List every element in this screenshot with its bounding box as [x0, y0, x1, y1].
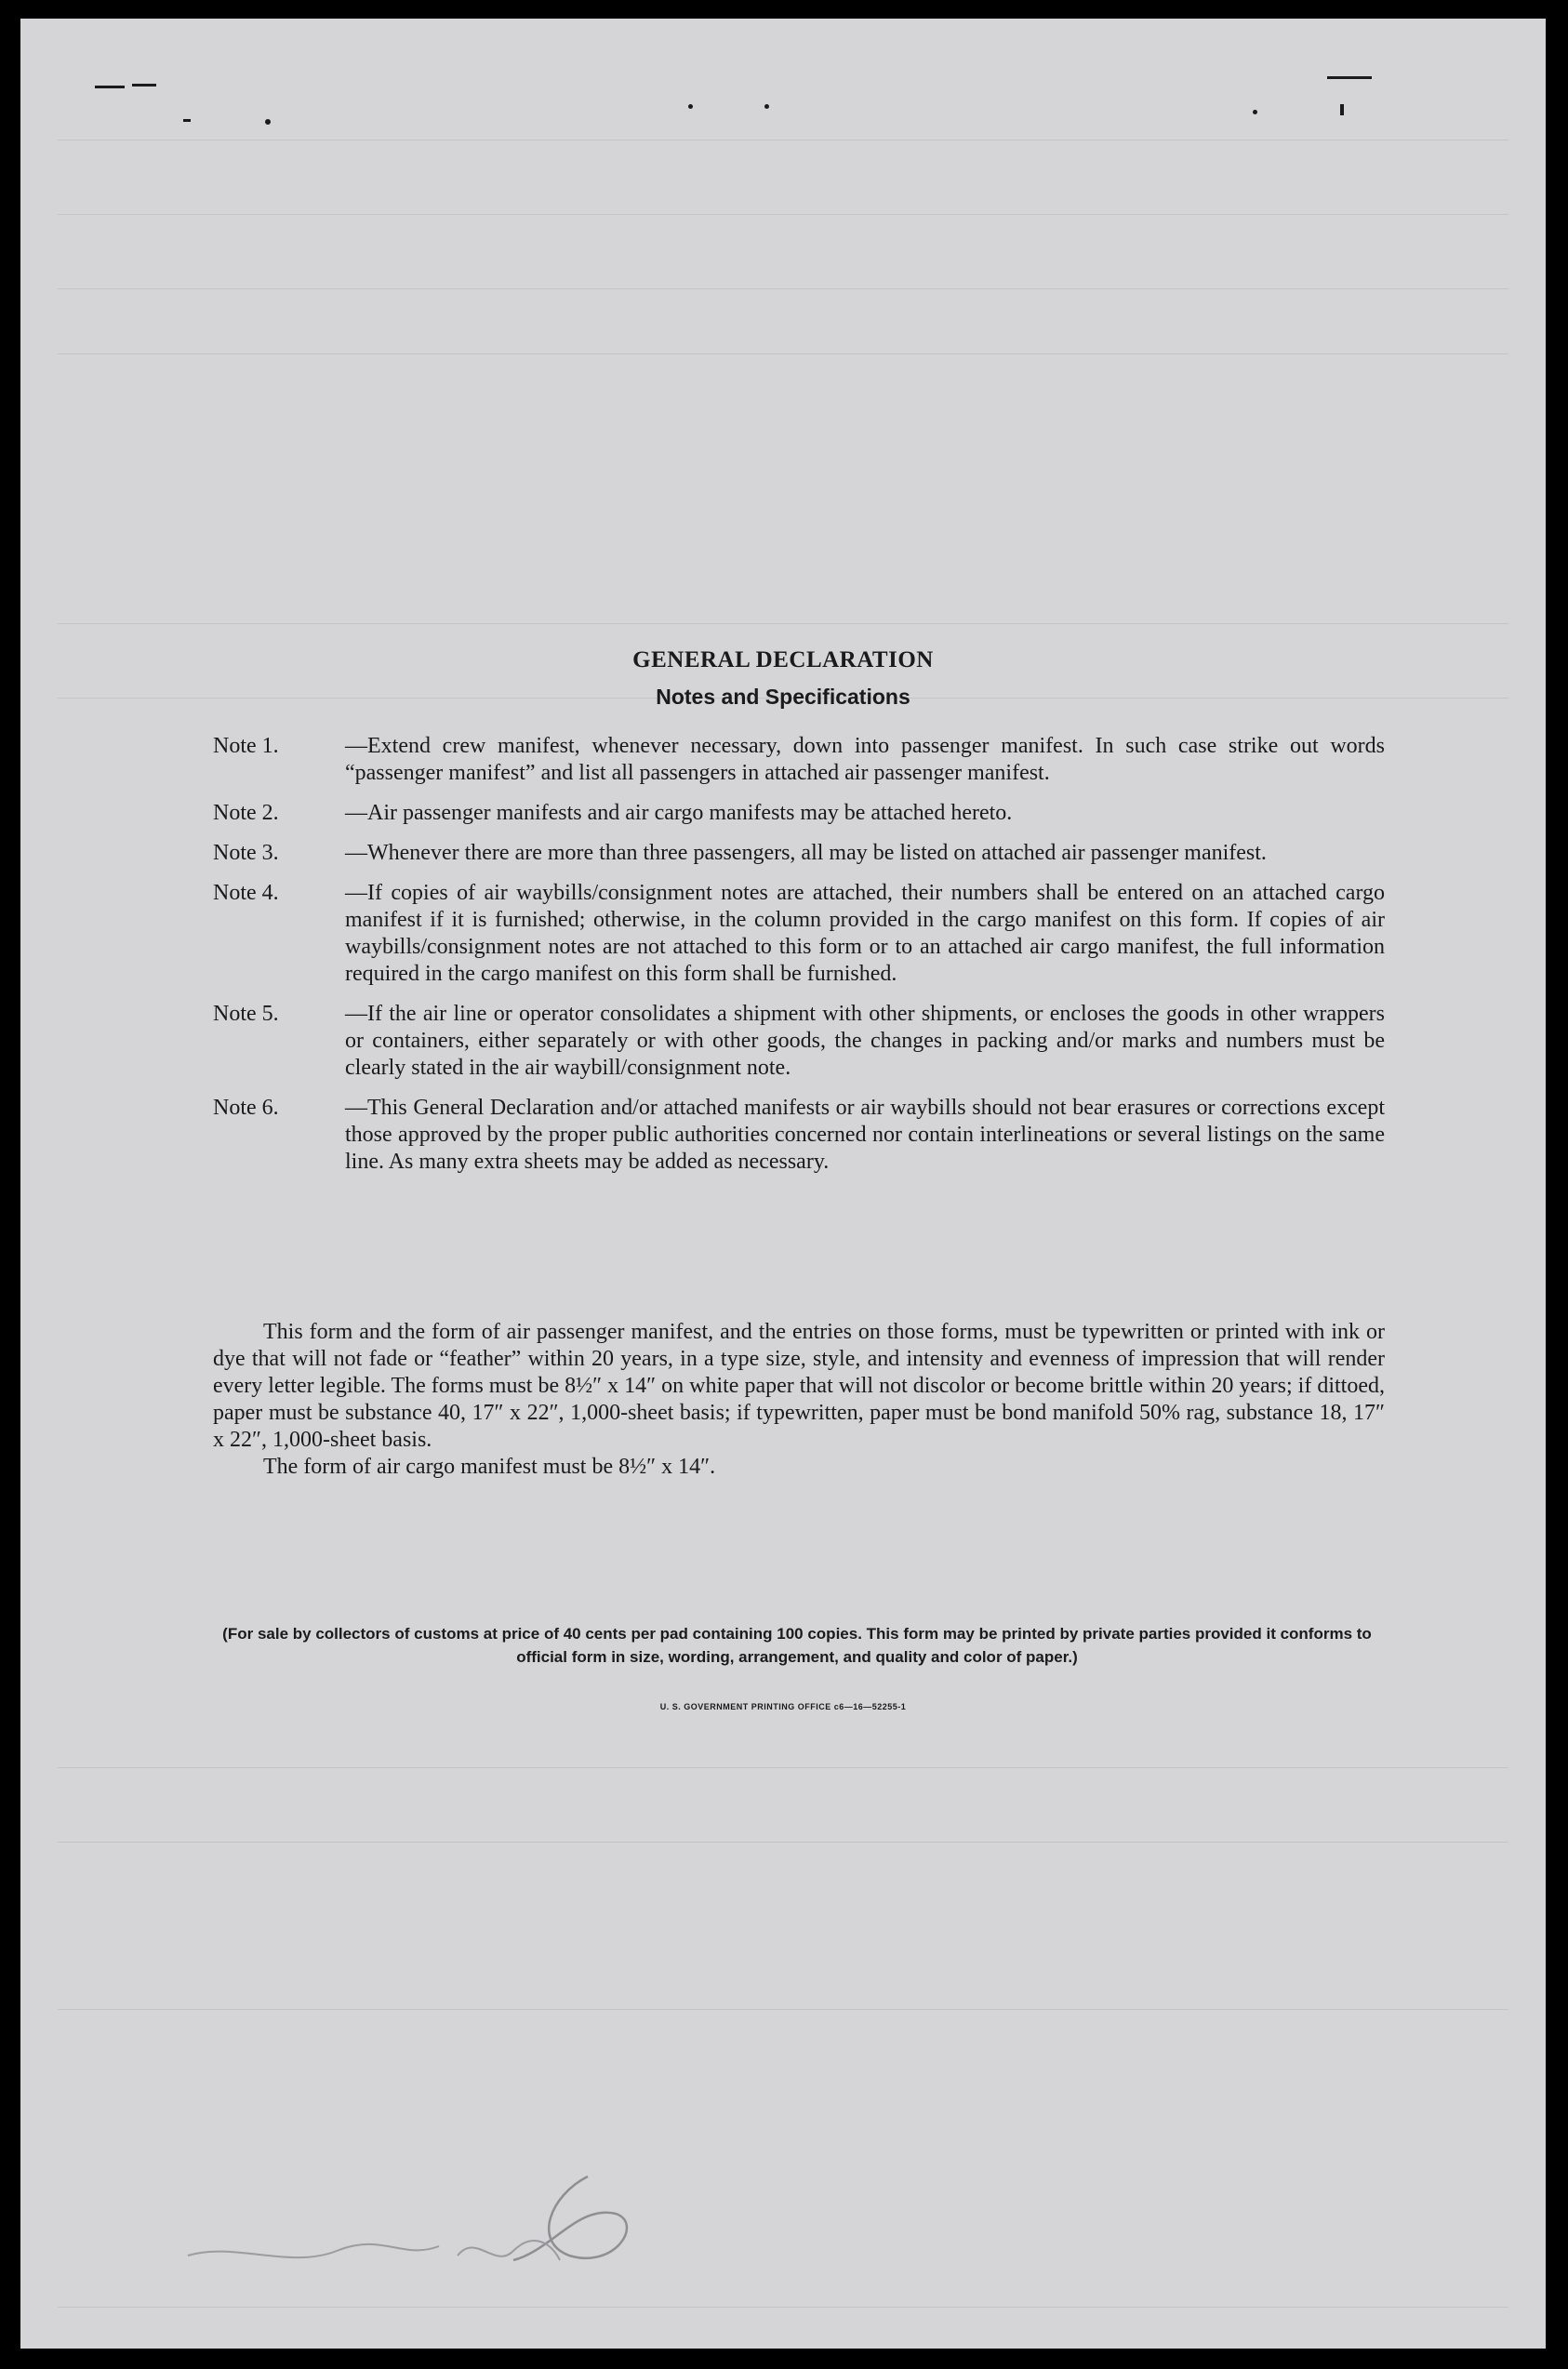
note-label: Note 2. — [213, 801, 279, 825]
note-text: —This General Declaration and/or attached manifests or air waybills should not bear erasures or corrections except those approved by the proper public authorities concerned nor contain interlineations or several listings on the same line. As many extra sheets may be added as necessary. — [345, 1096, 1385, 1174]
note-label: Note 1. — [213, 734, 279, 758]
bleed-through-line — [58, 623, 1508, 624]
note-item — [213, 800, 1385, 827]
note-text: —Extend crew manifest, whenever necessary, down into passenger manifest. In such case strike out words “passenger manifest” and list all passengers in attached air passenger manifest. — [345, 734, 1385, 785]
specification-paragraph — [213, 1319, 1385, 1481]
scan-mark — [764, 104, 769, 109]
scan-mark — [95, 86, 125, 88]
note-text: —Whenever there are more than three passengers, all may be listed on attached air passenger manifest. — [345, 841, 1267, 865]
signature-bleed-through — [179, 2167, 662, 2288]
note-item — [213, 1001, 1385, 1082]
bleed-through-line — [58, 353, 1508, 354]
note-item — [213, 880, 1385, 988]
bleed-through-line — [58, 214, 1508, 215]
bleed-through-line — [58, 2307, 1508, 2308]
printer-imprint: U. S. GOVERNMENT PRINTING OFFICE c6—16—52255-1 — [659, 1702, 907, 1711]
scan-mark — [1327, 76, 1372, 79]
note-item — [213, 1095, 1385, 1176]
sale-notice: (For sale by collectors of customs at price of 40 cents per pad containing 100 copies. This form may be printed by private parties provided it conforms to official form in size, wording, arrangement, and quality and color of paper.) — [222, 1625, 1372, 1666]
scan-mark — [1340, 104, 1344, 115]
scan-mark — [1253, 110, 1257, 114]
note-text: —Air passenger manifests and air cargo manifests may be attached hereto. — [345, 801, 1013, 825]
note-text: —If copies of air waybills/consignment notes are attached, their numbers shall be entered on an attached cargo manifest if it is furnished; otherwise, in the column provided in the cargo manifest on this form. If copies of air waybills/consignment notes are not attached to this form or to an attached air cargo manifest, the full information required in the cargo manifest on this form shall be furnished. — [345, 881, 1385, 986]
note-item — [213, 840, 1385, 867]
scan-mark — [688, 104, 693, 109]
document-title: GENERAL DECLARATION — [632, 647, 934, 672]
scan-mark — [132, 84, 156, 87]
bleed-through-line — [58, 288, 1508, 289]
bleed-through-line — [58, 2009, 1508, 2010]
note-item — [213, 733, 1385, 787]
document-page — [20, 19, 1546, 2349]
bleed-through-line — [58, 1842, 1508, 1843]
note-label: Note 4. — [213, 881, 279, 905]
note-label: Note 3. — [213, 841, 279, 865]
note-text: —If the air line or operator consolidates a shipment with other shipments, or encloses the goods in other wrappers or containers, either separately or with other goods, the changes in packing and/or marks and numbers must be clearly stated in the air waybill/consignment note. — [345, 1002, 1385, 1080]
note-label: Note 6. — [213, 1096, 279, 1120]
note-label: Note 5. — [213, 1002, 279, 1026]
notes-list — [213, 733, 1385, 1189]
scan-mark — [183, 119, 191, 122]
paper-specification-text: This form and the form of air passenger manifest, and the entries on those forms, must be typewritten or printed with ink or dye that will not fade or “feather” within 20 years, in a type size, style, and intensity and evenness of impression that will render every letter legible. The forms must be 8½″ x 14″ on white paper that will not discolor or become brittle within 20 years; if dittoed, paper must be substance 40, 17″ x 22″, 1,000-sheet basis; if typewritten, paper must be bond manifold 50% rag, substance 18, 17″ x 22″, 1,000-sheet basis. — [213, 1320, 1385, 1452]
document-subtitle: Notes and Specifications — [656, 685, 910, 709]
bleed-through-line — [58, 1767, 1508, 1768]
scan-mark — [265, 119, 271, 125]
cargo-manifest-size-text: The form of air cargo manifest must be 8½″ x 14″. — [263, 1455, 716, 1479]
